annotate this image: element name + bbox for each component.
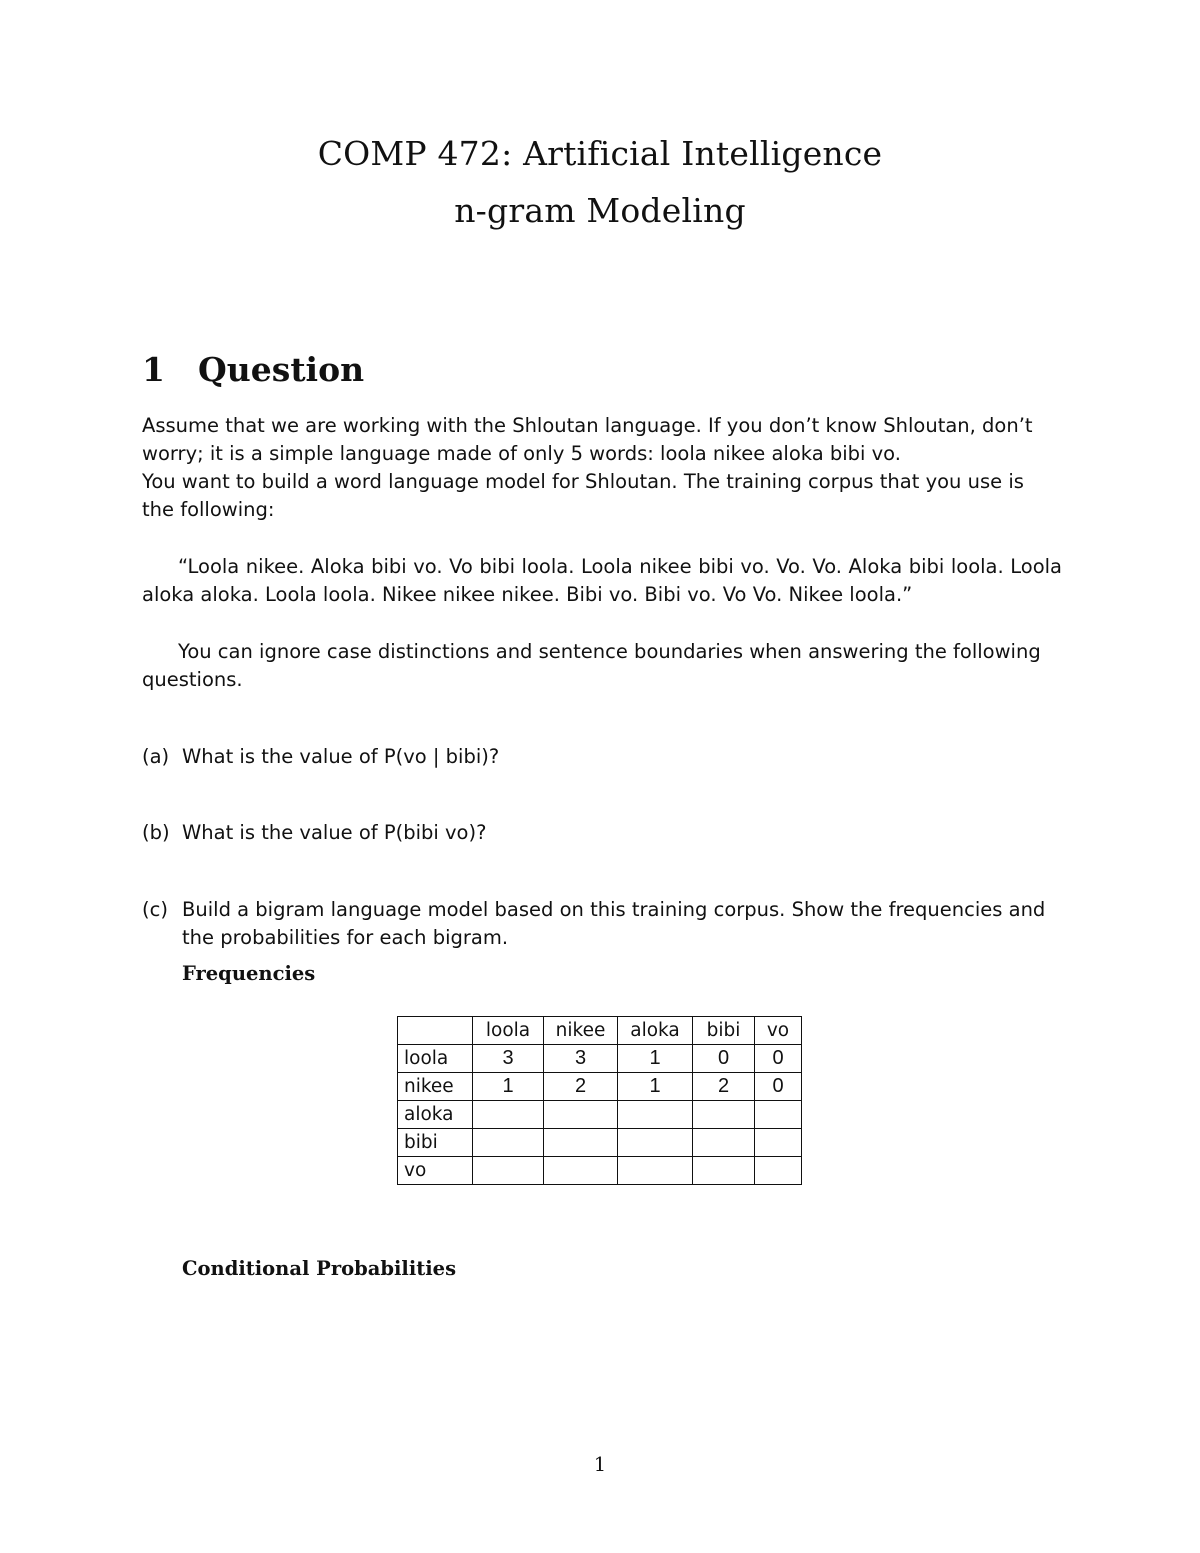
row-header: aloka <box>398 1101 473 1129</box>
question-text: Build a bigram language model based on this training corpus. Show the frequencies and the probabilities for each bigram. <box>182 898 1046 949</box>
question-label: (b) <box>142 821 170 844</box>
conditional-probabilities-heading: Conditional Probabilities <box>182 1257 457 1280</box>
frequency-cell <box>755 1129 802 1157</box>
row-header: nikee <box>398 1073 473 1101</box>
frequency-cell: 0 <box>755 1045 802 1073</box>
frequency-cell: 1 <box>473 1073 544 1101</box>
row-header: bibi <box>398 1129 473 1157</box>
question-a <box>142 743 1062 771</box>
intro-line: Assume that we are working with the Shloutan language. If you don’t know Shloutan, don’t <box>142 414 1033 437</box>
question-c <box>142 896 1062 952</box>
column-header: vo <box>755 1017 802 1045</box>
question-label: (c) <box>142 898 168 921</box>
frequency-cell <box>693 1157 755 1185</box>
frequency-cell: 1 <box>618 1073 693 1101</box>
table-row <box>398 1073 802 1101</box>
frequency-cell: 2 <box>544 1073 618 1101</box>
question-b <box>142 819 1062 847</box>
column-header: bibi <box>693 1017 755 1045</box>
frequency-cell <box>618 1157 693 1185</box>
page-number: 1 <box>593 1453 607 1476</box>
table-corner-cell <box>398 1017 473 1045</box>
section-title: Question <box>198 350 365 389</box>
intro-line: You want to build a word language model for Shloutan. The training corpus that you use is <box>142 470 1024 493</box>
frequency-cell <box>755 1157 802 1185</box>
question-text: What is the value of P(bibi vo)? <box>182 821 487 844</box>
frequency-cell <box>755 1101 802 1129</box>
frequency-cell <box>693 1129 755 1157</box>
table-row <box>398 1101 802 1129</box>
frequency-cell <box>693 1101 755 1129</box>
frequency-cell: 3 <box>544 1045 618 1073</box>
training-corpus: “Loola nikee. Aloka bibi vo. Vo bibi loola. Loola nikee bibi vo. Vo. Vo. Aloka bibi loola. Loola aloka aloka. Loola loola. Nikee nikee nikee. Bibi vo. Bibi vo. Vo Vo. Nikee loola.” <box>142 555 1062 606</box>
frequency-cell: 1 <box>618 1045 693 1073</box>
frequency-cell <box>544 1101 618 1129</box>
frequency-cell <box>618 1129 693 1157</box>
frequency-cell <box>544 1129 618 1157</box>
row-header: vo <box>398 1157 473 1185</box>
question-text: What is the value of P(vo | bibi)? <box>182 745 500 768</box>
table-row <box>398 1129 802 1157</box>
frequency-cell <box>473 1129 544 1157</box>
question-label: (a) <box>142 745 170 768</box>
frequency-cell: 0 <box>755 1073 802 1101</box>
table-row <box>398 1045 802 1073</box>
frequency-cell <box>618 1101 693 1129</box>
column-header: loola <box>473 1017 544 1045</box>
frequency-cell: 0 <box>693 1045 755 1073</box>
frequency-cell <box>473 1101 544 1129</box>
intro-line: the following: <box>142 498 275 521</box>
section-heading <box>142 350 364 389</box>
column-header: nikee <box>544 1017 618 1045</box>
document-subtitle: n-gram Modeling <box>454 191 746 230</box>
frequency-cell <box>544 1157 618 1185</box>
frequency-cell <box>473 1157 544 1185</box>
frequency-table <box>397 1016 802 1185</box>
document-title: COMP 472: Artificial Intelligence <box>317 134 883 173</box>
section-number: 1 <box>142 350 165 389</box>
row-header: loola <box>398 1045 473 1073</box>
table-header-row <box>398 1017 802 1045</box>
instruction-paragraph: You can ignore case distinctions and sentence boundaries when answering the following questions. <box>142 640 1041 691</box>
intro-line: worry; it is a simple language made of only 5 words: loola nikee aloka bibi vo. <box>142 442 901 465</box>
frequency-cell: 2 <box>693 1073 755 1101</box>
column-header: aloka <box>618 1017 693 1045</box>
intro-paragraph <box>142 412 1062 524</box>
frequencies-heading: Frequencies <box>182 962 316 985</box>
table-row <box>398 1157 802 1185</box>
frequency-cell: 3 <box>473 1045 544 1073</box>
